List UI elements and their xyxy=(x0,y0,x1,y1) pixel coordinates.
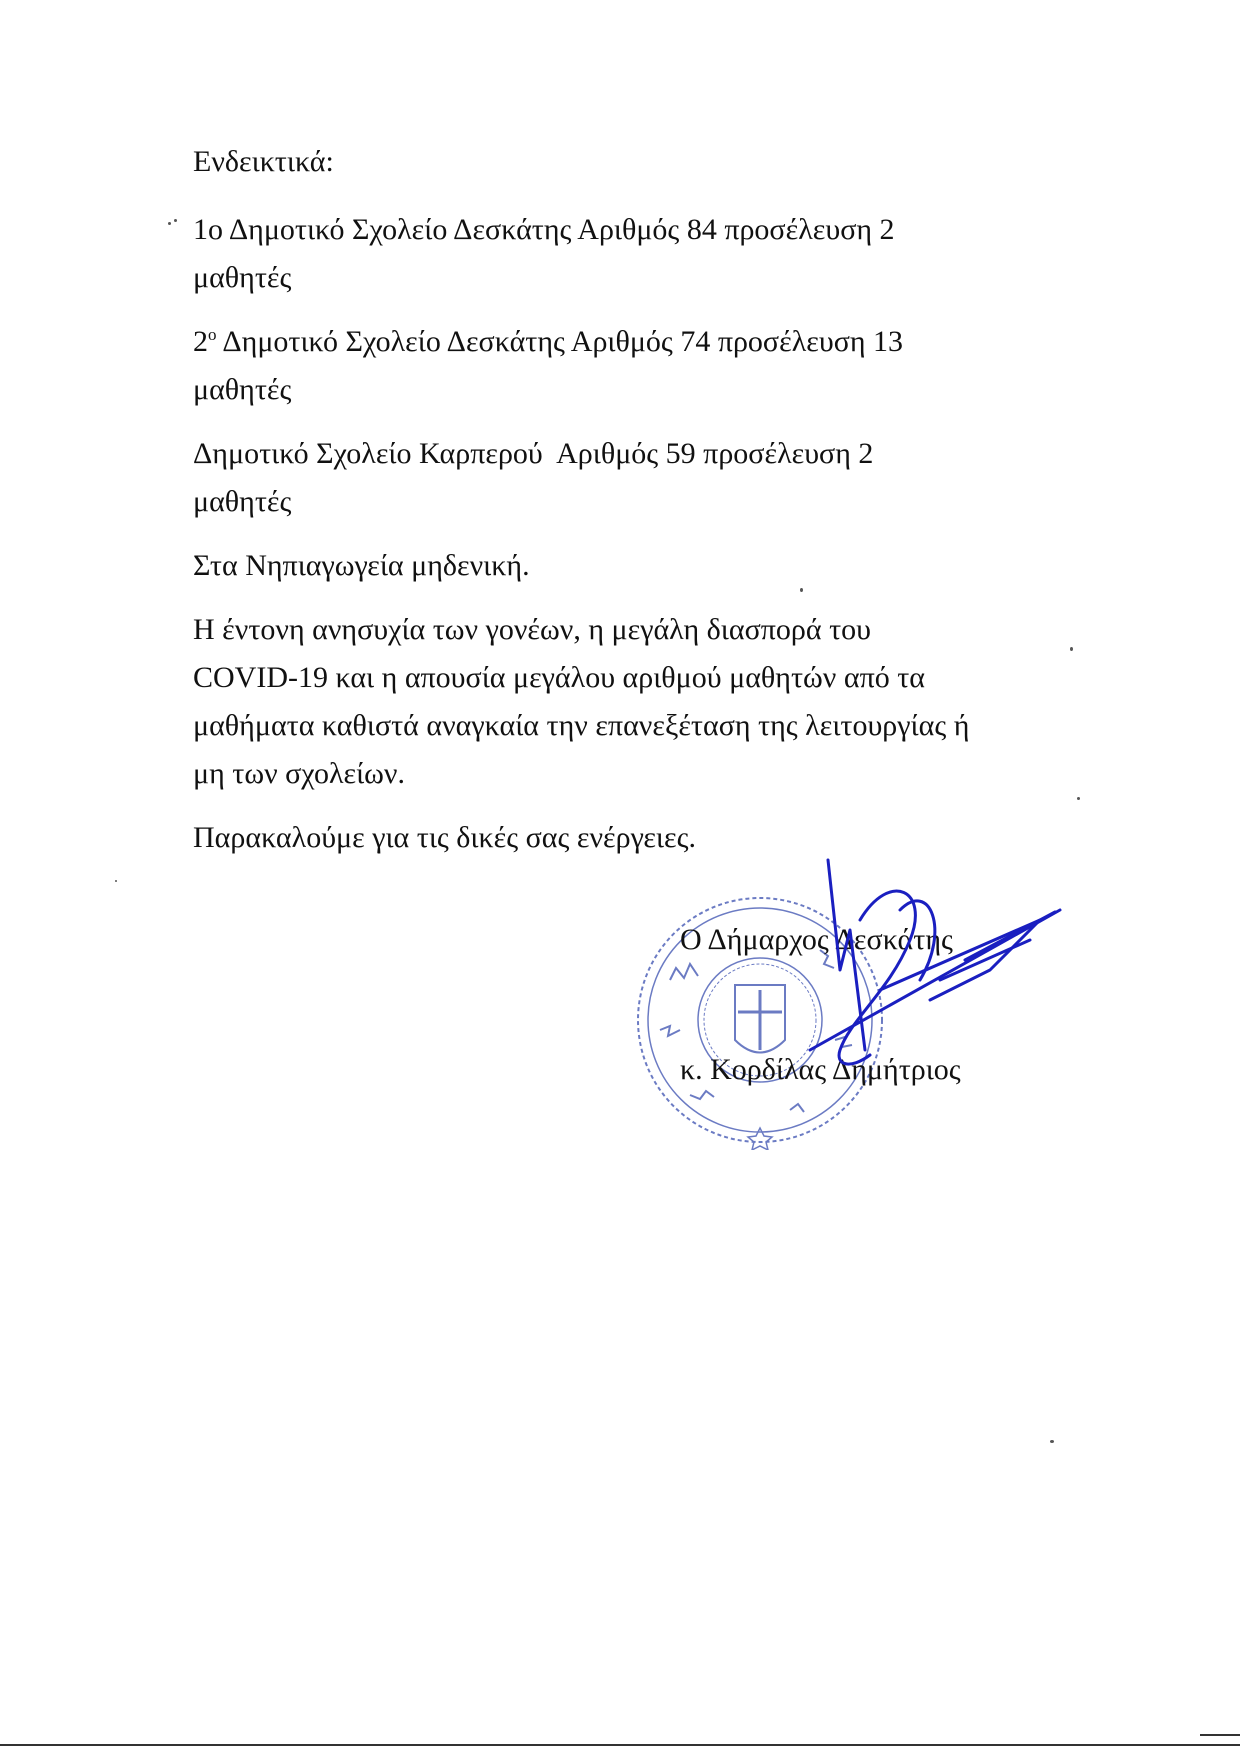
scan-speck xyxy=(115,880,117,882)
heading-indicatively: Ενδεικτικά: xyxy=(193,145,334,178)
concern-paragraph xyxy=(193,606,1083,798)
school-3-entry xyxy=(193,430,1083,526)
scan-speck xyxy=(1077,797,1080,800)
signature-block xyxy=(630,850,1070,1150)
handwritten-signature-icon xyxy=(790,850,1070,1110)
page-bottom-border xyxy=(0,1744,1240,1746)
school-2-superscript: ο xyxy=(208,325,217,344)
school-1-line-1: 1ο Δημοτικό Σχολείο Δεσκάτης Αριθμός 84 προσέλευση 2 xyxy=(193,213,895,246)
concern-line-4: μη των σχολείων. xyxy=(193,757,405,790)
concern-line-1: Η έντονη ανησυχία των γονέων, η μεγάλη διασπορά του xyxy=(193,613,871,646)
concern-line-3: μαθήματα καθιστά αναγκαία την επανεξέταση της λειτουργίας ή xyxy=(193,709,970,742)
concern-line-2: COVID-19 και η απουσία μεγάλου αριθμού μαθητών από τα xyxy=(193,661,925,694)
scan-speck xyxy=(174,219,177,222)
page-bottom-border-right xyxy=(1200,1734,1240,1736)
school-3-line-2: μαθητές xyxy=(193,485,292,518)
scan-speck xyxy=(168,222,171,225)
closing-line: Παρακαλούμε για τις δικές σας ενέργειες. xyxy=(193,821,696,854)
school-1-line-2: μαθητές xyxy=(193,261,292,294)
school-1-entry xyxy=(193,206,1083,302)
scan-speck xyxy=(1050,1440,1054,1443)
school-2-prefix: 2 xyxy=(193,325,208,358)
kindergartens-entry: Στα Νηπιαγωγεία μηδενική. xyxy=(193,549,530,582)
letter-body xyxy=(193,138,1083,878)
school-2-entry xyxy=(193,318,1083,414)
school-2-line-2: μαθητές xyxy=(193,373,292,406)
scan-speck xyxy=(800,588,803,592)
mayor-name: κ. Κορδίλας Δημήτριος xyxy=(680,1053,961,1086)
mayor-title: Ο Δήμαρχος Δεσκάτης xyxy=(680,923,953,956)
school-3-line-1: Δημοτικό Σχολείο Καρπερού Αριθμός 59 προσέλευση 2 xyxy=(193,437,874,470)
school-2-line-1: Δημοτικό Σχολείο Δεσκάτης Αριθμός 74 προσέλευση 13 xyxy=(216,325,904,358)
scan-speck xyxy=(1070,647,1073,651)
